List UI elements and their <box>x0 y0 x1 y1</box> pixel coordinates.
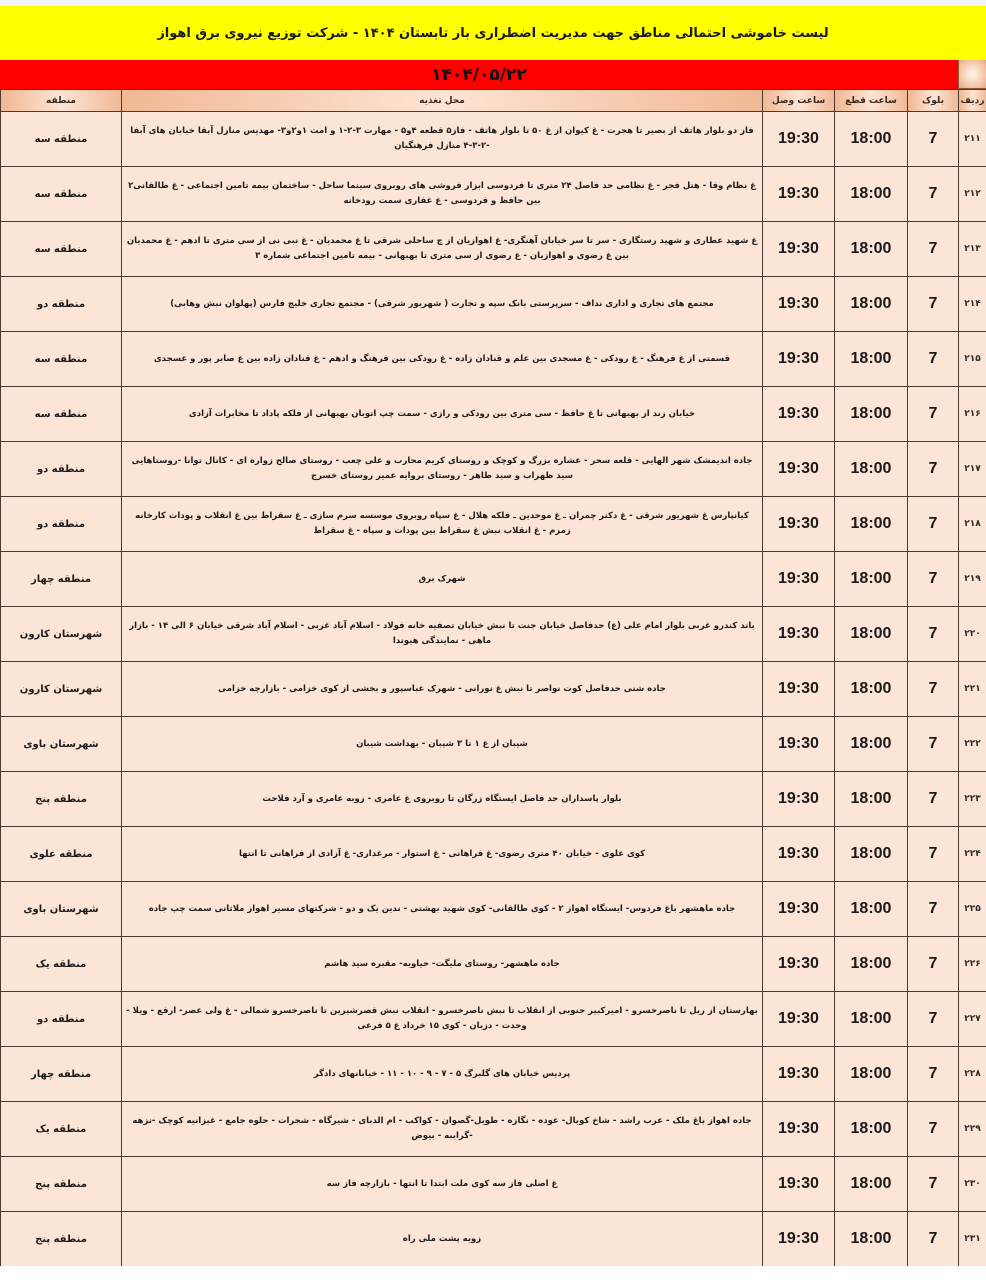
reconnect-time-cell: 19:30 <box>763 992 835 1047</box>
block-cell: 7 <box>908 277 959 332</box>
block-cell: 7 <box>908 1102 959 1157</box>
block-cell: 7 <box>908 387 959 442</box>
block-cell: 7 <box>908 662 959 717</box>
region-cell: شهرستان کارون <box>1 607 122 662</box>
table-row <box>1 1157 986 1212</box>
cut-time-cell: 18:00 <box>835 332 908 387</box>
table-row <box>1 167 986 222</box>
block-cell: 7 <box>908 112 959 167</box>
region-cell: شهرستان کارون <box>1 662 122 717</box>
region-cell: منطقه چهار <box>1 552 122 607</box>
region-cell: منطقه سه <box>1 167 122 222</box>
outage-table <box>0 89 986 1267</box>
cut-time-cell: 18:00 <box>835 277 908 332</box>
location-cell: جاده اندیمشک شهر الهایی - قلعه سحر - عشاره بزرگ و کوچک و روستای کریم محارب و علی چعب - روستای صالح زواره ای - کانال توانا -روستاهایی سید ظهراب و سید طاهر - روستای بروایه عمیر روستای خسرج <box>122 442 763 497</box>
location-cell: کیانپارس غ شهریور شرقی - غ دکتر چمران ـ غ موحدین ـ فلکه هلال - غ سپاه روبروی موسسه سرم سازی ـ غ سقراط بین غ انقلاب و پودات کارخانه زمزم - غ انقلاب نبش غ سقراط بین پودات و سپاه - غ سقراط <box>122 497 763 552</box>
location-cell: جاده ماهشهر باغ فردوس- ایستگاه اهواز ۲ - کوی طالقانی- کوی شهید بهشتی - ندین یک و دو - شرکتهای مسیر اهواز ملاثانی سمت چپ جاده <box>122 882 763 937</box>
cut-time-cell: 18:00 <box>835 827 908 882</box>
block-cell: 7 <box>908 1157 959 1212</box>
row-number-cell: ۲۲۶ <box>959 937 986 992</box>
region-cell: منطقه دو <box>1 992 122 1047</box>
block-cell: 7 <box>908 992 959 1047</box>
region-cell: منطقه چهار <box>1 1047 122 1102</box>
row-number-cell: ۲۱۹ <box>959 552 986 607</box>
row-number-cell: ۲۱۸ <box>959 497 986 552</box>
reconnect-time-cell: 19:30 <box>763 1047 835 1102</box>
block-cell: 7 <box>908 442 959 497</box>
location-cell: شیبان از غ ۱ تا ۳ شیبان - بهداشت شیبان <box>122 717 763 772</box>
cut-time-cell: 18:00 <box>835 1102 908 1157</box>
table-row <box>1 1212 986 1267</box>
location-cell: جاده اهواز باغ ملک - عرب راشد - شاخ کوبال- عوده - نگازه - طویل-گصوان - کواکب - ام الدبای - شیرگاه - شجرات - حلوه جامع - غیزانیه کوچک -نزهه -گرایبه - بیوض <box>122 1102 763 1157</box>
row-number-cell: ۲۲۹ <box>959 1102 986 1157</box>
block-cell: 7 <box>908 222 959 277</box>
location-cell: باند کندرو غربی بلوار امام علی (ع) حدفاصل خیابان جنت تا نبش خیابان تصفیه خانه فولاد - اسلام آباد غربی - اسلام آباد شرقی خیابان ۶ الی ۱۴ - بازار ماهی - نمایندگی هیوندا <box>122 607 763 662</box>
cut-time-cell: 18:00 <box>835 717 908 772</box>
cut-time-cell: 18:00 <box>835 937 908 992</box>
column-header-cut-time: ساعت قطع <box>835 90 908 112</box>
column-header-row-number: ردیف <box>959 90 986 112</box>
cut-time-cell: 18:00 <box>835 882 908 937</box>
region-cell: منطقه دو <box>1 497 122 552</box>
cut-time-cell: 18:00 <box>835 442 908 497</box>
row-number-cell: ۲۲۷ <box>959 992 986 1047</box>
reconnect-time-cell: 19:30 <box>763 607 835 662</box>
table-row <box>1 1047 986 1102</box>
table-row <box>1 1102 986 1157</box>
region-cell: منطقه سه <box>1 387 122 442</box>
region-cell: منطقه سه <box>1 222 122 277</box>
block-cell: 7 <box>908 772 959 827</box>
column-header-location: محل تغذیه <box>122 90 763 112</box>
row-number-cell: ۲۳۰ <box>959 1157 986 1212</box>
table-row <box>1 222 986 277</box>
cut-time-cell: 18:00 <box>835 112 908 167</box>
row-number-cell: ۲۱۵ <box>959 332 986 387</box>
date-label: ۱۴۰۴/۰۵/۲۲ <box>431 64 527 85</box>
reconnect-time-cell: 19:30 <box>763 442 835 497</box>
table-row <box>1 717 986 772</box>
date-bar <box>0 60 958 90</box>
location-cell: بلوار پاسداران حد فاصل ایستگاه زرگان تا روبروی غ عامری - زوبه عامری و آرد فلاحت <box>122 772 763 827</box>
location-cell: بهارستان از ریل تا ناصرخسرو - امیرکبیر جنوبی از انقلاب تا نبش ناصرخسرو - انقلاب نبش قصرشیرین تا ناصرخسرو شمالی - غ ولی عصر- ارفع - ویلا - وحدت - دزبان - کوی ۱۵ خرداد غ ۵ فرعی <box>122 992 763 1047</box>
block-cell: 7 <box>908 1212 959 1267</box>
reconnect-time-cell: 19:30 <box>763 387 835 442</box>
region-cell: شهرستان باوی <box>1 717 122 772</box>
location-cell: پردیس خیابان های گلبرگ ۵ - ۷ - ۹ - ۱۰ - ۱۱ - خیابانهای دادگر <box>122 1047 763 1102</box>
row-number-cell: ۲۱۲ <box>959 167 986 222</box>
location-cell: شهرک برق <box>122 552 763 607</box>
table-row <box>1 552 986 607</box>
column-header-region: منطقه <box>1 90 122 112</box>
reconnect-time-cell: 19:30 <box>763 552 835 607</box>
cut-time-cell: 18:00 <box>835 167 908 222</box>
row-number-cell: ۲۲۴ <box>959 827 986 882</box>
table-row <box>1 992 986 1047</box>
region-cell: منطقه پنج <box>1 1212 122 1267</box>
row-number-cell: ۲۲۸ <box>959 1047 986 1102</box>
reconnect-time-cell: 19:30 <box>763 662 835 717</box>
cut-time-cell: 18:00 <box>835 497 908 552</box>
row-number-cell: ۲۲۱ <box>959 662 986 717</box>
table-row <box>1 937 986 992</box>
column-header-block: بلوک <box>908 90 959 112</box>
reconnect-time-cell: 19:30 <box>763 167 835 222</box>
block-cell: 7 <box>908 1047 959 1102</box>
reconnect-time-cell: 19:30 <box>763 937 835 992</box>
block-cell: 7 <box>908 717 959 772</box>
table-row <box>1 772 986 827</box>
cut-time-cell: 18:00 <box>835 1212 908 1267</box>
table-row <box>1 497 986 552</box>
table-row <box>1 827 986 882</box>
date-corner-cell <box>958 60 986 89</box>
block-cell: 7 <box>908 882 959 937</box>
region-cell: منطقه علوی <box>1 827 122 882</box>
row-number-cell: ۲۱۱ <box>959 112 986 167</box>
title-bar <box>0 6 986 60</box>
row-number-cell: ۲۱۷ <box>959 442 986 497</box>
reconnect-time-cell: 19:30 <box>763 772 835 827</box>
block-cell: 7 <box>908 827 959 882</box>
block-cell: 7 <box>908 167 959 222</box>
cut-time-cell: 18:00 <box>835 552 908 607</box>
reconnect-time-cell: 19:30 <box>763 1212 835 1267</box>
table-row <box>1 112 986 167</box>
cut-time-cell: 18:00 <box>835 1047 908 1102</box>
table-header-row <box>1 90 986 112</box>
reconnect-time-cell: 19:30 <box>763 1157 835 1212</box>
reconnect-time-cell: 19:30 <box>763 277 835 332</box>
location-cell: خیابان زند از بهبهانی تا غ حافظ - سی متری بین رودکی و رازی - سمت چپ اتوبان بهبهانی از فلکه پاداد تا مخابرات آزادی <box>122 387 763 442</box>
reconnect-time-cell: 19:30 <box>763 222 835 277</box>
row-number-cell: ۲۲۲ <box>959 717 986 772</box>
region-cell: منطقه یک <box>1 937 122 992</box>
region-cell: منطقه دو <box>1 277 122 332</box>
cut-time-cell: 18:00 <box>835 772 908 827</box>
location-cell: غ اصلی فاز سه کوی ملت ابتدا تا انتها - بازارچه فاز سه <box>122 1157 763 1212</box>
reconnect-time-cell: 19:30 <box>763 112 835 167</box>
region-cell: منطقه دو <box>1 442 122 497</box>
table-row <box>1 607 986 662</box>
document-title: لیست خاموشی احتمالی مناطق جهت مدیریت اضطراری بار تابستان ۱۴۰۴ - شرکت توزیع نیروی برق اهواز <box>157 25 829 41</box>
table-row <box>1 662 986 717</box>
location-cell: غ شهید عطاری و شهید رستگاری - سر تا سر خیابان آهنگری- غ اهوازیان از چ ساحلی شرقی تا غ محمدیان - غ نبی نی از سی متری تا ادهم - غ محمدیان بین غ رضوی و اهوازیان - غ رضوی از سی متری تا بهبهانی - بیمه تامین اجتماعی شماره ۳ <box>122 222 763 277</box>
cut-time-cell: 18:00 <box>835 992 908 1047</box>
row-number-cell: ۲۲۳ <box>959 772 986 827</box>
table-body <box>1 112 986 1267</box>
table-row <box>1 442 986 497</box>
reconnect-time-cell: 19:30 <box>763 332 835 387</box>
cut-time-cell: 18:00 <box>835 387 908 442</box>
column-header-reconnect-time: ساعت وصل <box>763 90 835 112</box>
block-cell: 7 <box>908 497 959 552</box>
bottom-strip <box>0 1266 986 1280</box>
location-cell: زوبه پشت ملی راه <box>122 1212 763 1267</box>
location-cell: جاده شنی حدفاصل کوت نواصر تا نبش غ نورانی - شهرک عباسپور و بخشی از کوی خزامی - بازارچه خزامی <box>122 662 763 717</box>
reconnect-time-cell: 19:30 <box>763 827 835 882</box>
cut-time-cell: 18:00 <box>835 607 908 662</box>
location-cell: غ نظام وفا - هتل فجر - غ نظامی حد فاصل ۲۴ متری تا فردوسی ابزار فروشی های روبروی سینما ساحل - ساختمان بیمه تامین اجتماعی - غ طالقانی۲ بین حافظ و فردوسی - غ غفاری سمت رودخانه <box>122 167 763 222</box>
region-cell: منطقه سه <box>1 332 122 387</box>
cut-time-cell: 18:00 <box>835 1157 908 1212</box>
region-cell: منطقه پنج <box>1 1157 122 1212</box>
row-number-cell: ۲۱۳ <box>959 222 986 277</box>
location-cell: مجتمع های تجاری و اداری نداف - سرپرستی بانک سپه و تجارت ( شهریور شرقی) - مجتمع تجاری خلیج فارس (پهلوان نبش وهابی) <box>122 277 763 332</box>
reconnect-time-cell: 19:30 <box>763 882 835 937</box>
cut-time-cell: 18:00 <box>835 222 908 277</box>
reconnect-time-cell: 19:30 <box>763 717 835 772</box>
region-cell: منطقه سه <box>1 112 122 167</box>
cut-time-cell: 18:00 <box>835 662 908 717</box>
row-number-cell: ۲۱۶ <box>959 387 986 442</box>
location-cell: فاز دو بلوار هاتف از بصیر تا هجرت - غ کیوان از غ ۵۰ تا بلوار هاتف - فاز۵ قطعه ۴و۵ - مهارت ۳-۲-۱ و امت ۱و۲و۳- مهدیس منازل آبفا خیابان های آبفا -۲-۳-۴ منازل فرهنگیان <box>122 112 763 167</box>
location-cell: قسمتی از غ فرهنگ - غ رودکی - غ مسجدی بین علم و قنادان زاده - غ رودکی بین فرهنگ و ادهم - غ قنادان زاده بین غ صابر پور و عسجدی <box>122 332 763 387</box>
region-cell: شهرستان باوی <box>1 882 122 937</box>
table-row <box>1 387 986 442</box>
region-cell: منطقه پنج <box>1 772 122 827</box>
table-row <box>1 277 986 332</box>
location-cell: جاده ماهشهر- روستای ملیگت- حیاویه- مقبره سید هاشم <box>122 937 763 992</box>
table-row <box>1 332 986 387</box>
row-number-cell: ۲۳۱ <box>959 1212 986 1267</box>
block-cell: 7 <box>908 607 959 662</box>
reconnect-time-cell: 19:30 <box>763 497 835 552</box>
block-cell: 7 <box>908 937 959 992</box>
block-cell: 7 <box>908 552 959 607</box>
row-number-cell: ۲۱۴ <box>959 277 986 332</box>
row-number-cell: ۲۲۰ <box>959 607 986 662</box>
location-cell: کوی علوی - خیابان ۴۰ متری رضوی- غ فراهانی - غ استوار - مرغداری- غ آزادی از فراهانی تا انتها <box>122 827 763 882</box>
table-row <box>1 882 986 937</box>
row-number-cell: ۲۲۵ <box>959 882 986 937</box>
block-cell: 7 <box>908 332 959 387</box>
region-cell: منطقه یک <box>1 1102 122 1157</box>
reconnect-time-cell: 19:30 <box>763 1102 835 1157</box>
